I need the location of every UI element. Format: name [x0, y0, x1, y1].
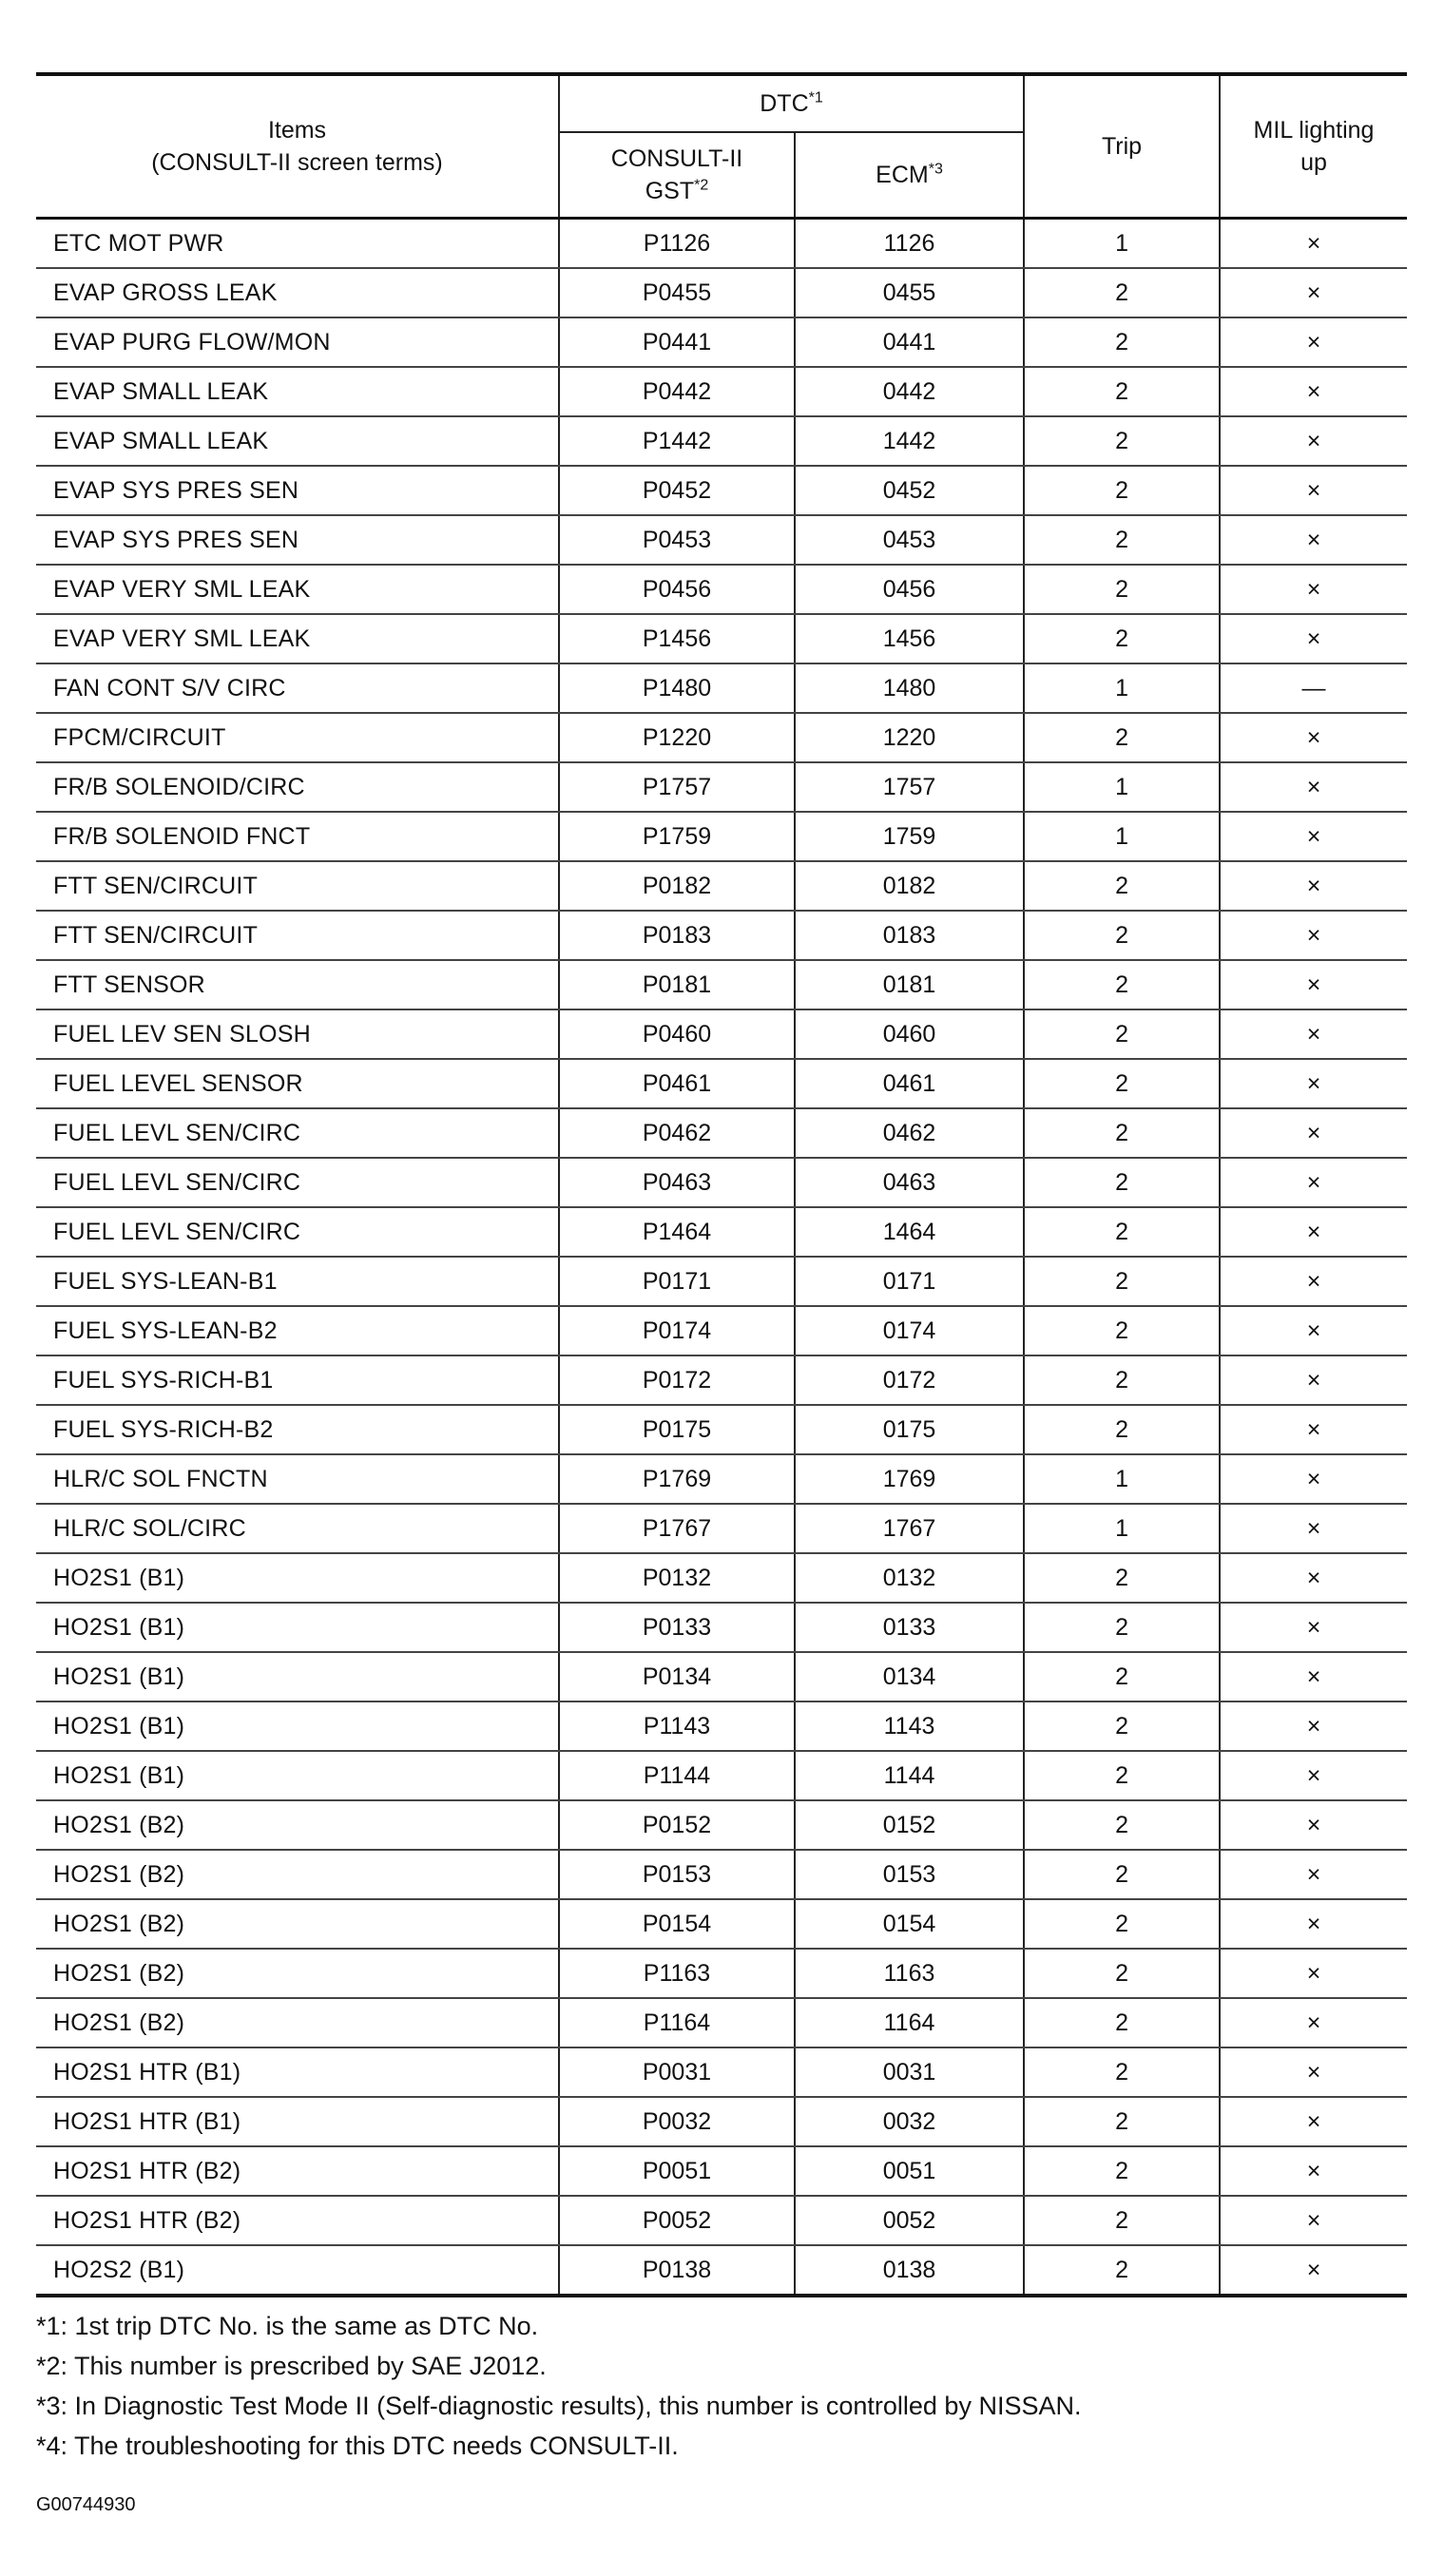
cell-mil: × [1220, 1207, 1407, 1257]
table-row [36, 1800, 1407, 1850]
cell-trip: 1 [1024, 762, 1220, 812]
table-row [36, 812, 1407, 861]
cell-consult: P0456 [559, 565, 795, 614]
cell-mil: — [1220, 663, 1407, 713]
table-row [36, 515, 1407, 565]
cell-trip: 2 [1024, 713, 1220, 762]
cell-trip: 2 [1024, 1603, 1220, 1652]
cell-ecm: 0133 [795, 1603, 1024, 1652]
cell-consult: P0460 [559, 1009, 795, 1059]
cell-ecm: 0461 [795, 1059, 1024, 1108]
footnote-1: *1: 1st trip DTC No. is the same as DTC No. [36, 2312, 539, 2340]
cell-consult: P0172 [559, 1355, 795, 1405]
table-row [36, 1504, 1407, 1553]
table-row [36, 1059, 1407, 1108]
cell-item: EVAP SMALL LEAK [36, 367, 559, 416]
cell-consult: P0175 [559, 1405, 795, 1454]
table-row [36, 466, 1407, 515]
header-consult-line2 [560, 175, 794, 207]
cell-trip: 2 [1024, 1998, 1220, 2047]
cell-consult: P1769 [559, 1454, 795, 1504]
cell-ecm: 0172 [795, 1355, 1024, 1405]
cell-item: FUEL LEVL SEN/CIRC [36, 1158, 559, 1207]
table-row [36, 1899, 1407, 1949]
cell-trip: 2 [1024, 2146, 1220, 2196]
table-row [36, 367, 1407, 416]
cell-item: FUEL LEV SEN SLOSH [36, 1009, 559, 1059]
cell-ecm: 0174 [795, 1306, 1024, 1355]
cell-consult: P0442 [559, 367, 795, 416]
cell-consult: P0452 [559, 466, 795, 515]
cell-item: FAN CONT S/V CIRC [36, 663, 559, 713]
cell-item: FUEL SYS-RICH-B2 [36, 1405, 559, 1454]
cell-trip: 2 [1024, 1701, 1220, 1751]
cell-ecm: 0183 [795, 911, 1024, 960]
cell-trip: 2 [1024, 515, 1220, 565]
cell-ecm: 0463 [795, 1158, 1024, 1207]
cell-ecm: 0171 [795, 1257, 1024, 1306]
cell-trip: 1 [1024, 1454, 1220, 1504]
cell-item: HO2S1 HTR (B2) [36, 2196, 559, 2245]
cell-ecm: 0153 [795, 1850, 1024, 1899]
cell-mil: × [1220, 317, 1407, 367]
cell-item: HLR/C SOL FNCTN [36, 1454, 559, 1504]
table-row [36, 1355, 1407, 1405]
cell-consult: P1164 [559, 1998, 795, 2047]
cell-item: ETC MOT PWR [36, 219, 559, 269]
cell-consult: P0132 [559, 1553, 795, 1603]
cell-ecm: 0441 [795, 317, 1024, 367]
cell-mil: × [1220, 219, 1407, 269]
dtc-table [36, 72, 1407, 2297]
table-row [36, 960, 1407, 1009]
cell-consult: P0462 [559, 1108, 795, 1158]
cell-trip: 2 [1024, 1207, 1220, 1257]
cell-consult: P0455 [559, 268, 795, 317]
header-ecm [795, 132, 1024, 219]
cell-ecm: 0032 [795, 2097, 1024, 2146]
cell-item: HO2S1 (B2) [36, 1850, 559, 1899]
cell-mil: × [1220, 2196, 1407, 2245]
cell-item: EVAP SMALL LEAK [36, 416, 559, 466]
cell-item: HO2S1 (B2) [36, 1899, 559, 1949]
cell-trip: 2 [1024, 1850, 1220, 1899]
cell-mil: × [1220, 1850, 1407, 1899]
cell-consult: P0032 [559, 2097, 795, 2146]
cell-ecm: 0181 [795, 960, 1024, 1009]
cell-trip: 2 [1024, 960, 1220, 1009]
cell-mil: × [1220, 2047, 1407, 2097]
cell-mil: × [1220, 1652, 1407, 1701]
cell-item: HO2S1 (B1) [36, 1652, 559, 1701]
cell-mil: × [1220, 1355, 1407, 1405]
cell-item: HO2S2 (B1) [36, 2245, 559, 2296]
cell-trip: 2 [1024, 1949, 1220, 1998]
cell-item: HO2S1 (B2) [36, 1949, 559, 1998]
table-row [36, 268, 1407, 317]
table-row [36, 1306, 1407, 1355]
cell-ecm: 1769 [795, 1454, 1024, 1504]
table-row [36, 911, 1407, 960]
cell-mil: × [1220, 1257, 1407, 1306]
cell-consult: P1767 [559, 1504, 795, 1553]
cell-consult: P1464 [559, 1207, 795, 1257]
table-row [36, 1998, 1407, 2047]
footnote-2: *2: This number is prescribed by SAE J2012. [36, 2352, 547, 2380]
cell-trip: 1 [1024, 1504, 1220, 1553]
cell-consult: P1442 [559, 416, 795, 466]
cell-ecm: 0175 [795, 1405, 1024, 1454]
table-row [36, 1158, 1407, 1207]
footnote-4: *4: The troubleshooting for this DTC needs CONSULT-II. [36, 2432, 679, 2460]
header-ecm-label: ECM [876, 162, 929, 188]
cell-trip: 2 [1024, 614, 1220, 663]
table-row [36, 762, 1407, 812]
cell-ecm: 0460 [795, 1009, 1024, 1059]
cell-mil: × [1220, 911, 1407, 960]
cell-item: HO2S1 HTR (B2) [36, 2146, 559, 2196]
cell-consult: P1456 [559, 614, 795, 663]
cell-consult: P0461 [559, 1059, 795, 1108]
cell-ecm: 1757 [795, 762, 1024, 812]
header-dtc-label: DTC [760, 90, 809, 117]
cell-consult: P0171 [559, 1257, 795, 1306]
table-row [36, 2245, 1407, 2296]
header-dtc-sup: *1 [808, 89, 823, 106]
cell-trip: 2 [1024, 1899, 1220, 1949]
cell-ecm: 0442 [795, 367, 1024, 416]
cell-consult: P1757 [559, 762, 795, 812]
cell-mil: × [1220, 960, 1407, 1009]
table-row [36, 1652, 1407, 1701]
table-row [36, 219, 1407, 269]
cell-item: HO2S1 (B2) [36, 1998, 559, 2047]
table-row [36, 713, 1407, 762]
cell-trip: 1 [1024, 219, 1220, 269]
cell-consult: P0181 [559, 960, 795, 1009]
cell-item: HLR/C SOL/CIRC [36, 1504, 559, 1553]
cell-trip: 2 [1024, 466, 1220, 515]
cell-ecm: 1464 [795, 1207, 1024, 1257]
cell-trip: 2 [1024, 2047, 1220, 2097]
cell-item: HO2S1 (B1) [36, 1603, 559, 1652]
cell-ecm: 0455 [795, 268, 1024, 317]
cell-ecm: 0132 [795, 1553, 1024, 1603]
cell-ecm: 0051 [795, 2146, 1024, 2196]
cell-trip: 2 [1024, 1158, 1220, 1207]
cell-trip: 2 [1024, 2245, 1220, 2296]
table-row [36, 416, 1407, 466]
cell-item: FUEL LEVL SEN/CIRC [36, 1108, 559, 1158]
table-header [36, 74, 1407, 219]
cell-mil: × [1220, 1751, 1407, 1800]
cell-mil: × [1220, 1800, 1407, 1850]
cell-item: FPCM/CIRCUIT [36, 713, 559, 762]
figure-code: G00744930 [36, 2494, 136, 2515]
header-consult-sup: *2 [694, 177, 709, 194]
cell-consult: P0154 [559, 1899, 795, 1949]
table-row [36, 1701, 1407, 1751]
header-items-line1: Items [267, 117, 327, 144]
header-items-line2: (CONSULT-II screen terms) [151, 149, 443, 176]
header-dtc [559, 74, 1024, 132]
cell-mil: × [1220, 762, 1407, 812]
cell-consult: P0174 [559, 1306, 795, 1355]
cell-consult: P1126 [559, 219, 795, 269]
cell-item: FTT SENSOR [36, 960, 559, 1009]
cell-item: EVAP SYS PRES SEN [36, 466, 559, 515]
table-row [36, 663, 1407, 713]
cell-item: FTT SEN/CIRCUIT [36, 861, 559, 911]
table-row [36, 861, 1407, 911]
cell-trip: 2 [1024, 1009, 1220, 1059]
cell-ecm: 0182 [795, 861, 1024, 911]
header-consult [559, 132, 795, 219]
table-row [36, 2196, 1407, 2245]
cell-mil: × [1220, 2245, 1407, 2296]
cell-mil: × [1220, 1553, 1407, 1603]
cell-mil: × [1220, 565, 1407, 614]
header-mil-line2: up [1300, 149, 1327, 176]
cell-consult: P0138 [559, 2245, 795, 2296]
cell-trip: 1 [1024, 812, 1220, 861]
cell-trip: 2 [1024, 1800, 1220, 1850]
cell-ecm: 0456 [795, 565, 1024, 614]
cell-item: EVAP SYS PRES SEN [36, 515, 559, 565]
cell-trip: 2 [1024, 367, 1220, 416]
cell-trip: 2 [1024, 1306, 1220, 1355]
table-row [36, 614, 1407, 663]
cell-item: HO2S1 HTR (B1) [36, 2097, 559, 2146]
cell-consult: P0052 [559, 2196, 795, 2245]
cell-ecm: 1143 [795, 1701, 1024, 1751]
table-row [36, 1949, 1407, 1998]
cell-item: EVAP VERY SML LEAK [36, 614, 559, 663]
cell-trip: 2 [1024, 1355, 1220, 1405]
cell-mil: × [1220, 1504, 1407, 1553]
cell-trip: 2 [1024, 861, 1220, 911]
cell-consult: P0453 [559, 515, 795, 565]
cell-trip: 2 [1024, 565, 1220, 614]
cell-item: HO2S1 (B1) [36, 1701, 559, 1751]
table-row [36, 1553, 1407, 1603]
table-row [36, 2097, 1407, 2146]
cell-item: HO2S1 (B1) [36, 1751, 559, 1800]
cell-consult: P1163 [559, 1949, 795, 1998]
cell-consult: P0031 [559, 2047, 795, 2097]
cell-ecm: 1164 [795, 1998, 1024, 2047]
cell-consult: P0153 [559, 1850, 795, 1899]
table-row [36, 1454, 1407, 1504]
cell-item: FUEL SYS-LEAN-B2 [36, 1306, 559, 1355]
cell-ecm: 1759 [795, 812, 1024, 861]
cell-item: FUEL SYS-RICH-B1 [36, 1355, 559, 1405]
cell-mil: × [1220, 1701, 1407, 1751]
cell-ecm: 0134 [795, 1652, 1024, 1701]
cell-mil: × [1220, 1158, 1407, 1207]
table-row [36, 317, 1407, 367]
cell-trip: 2 [1024, 317, 1220, 367]
cell-mil: × [1220, 268, 1407, 317]
cell-ecm: 1126 [795, 219, 1024, 269]
cell-mil: × [1220, 1603, 1407, 1652]
cell-consult: P1143 [559, 1701, 795, 1751]
header-trip: Trip [1024, 74, 1220, 219]
cell-trip: 2 [1024, 1553, 1220, 1603]
cell-item: FUEL LEVL SEN/CIRC [36, 1207, 559, 1257]
cell-trip: 2 [1024, 2097, 1220, 2146]
header-consult-line1: CONSULT-II [610, 145, 743, 172]
cell-mil: × [1220, 1059, 1407, 1108]
cell-item: EVAP GROSS LEAK [36, 268, 559, 317]
cell-trip: 2 [1024, 1751, 1220, 1800]
cell-mil: × [1220, 416, 1407, 466]
cell-ecm: 1480 [795, 663, 1024, 713]
cell-ecm: 0462 [795, 1108, 1024, 1158]
cell-mil: × [1220, 367, 1407, 416]
cell-trip: 2 [1024, 1405, 1220, 1454]
cell-consult: P1759 [559, 812, 795, 861]
cell-consult: P0183 [559, 911, 795, 960]
cell-item: FTT SEN/CIRCUIT [36, 911, 559, 960]
header-consult-gst: GST [645, 178, 695, 204]
header-mil [1220, 74, 1407, 219]
cell-mil: × [1220, 1009, 1407, 1059]
table-row [36, 1257, 1407, 1306]
cell-ecm: 0138 [795, 2245, 1024, 2296]
cell-trip: 2 [1024, 2196, 1220, 2245]
cell-trip: 2 [1024, 268, 1220, 317]
cell-consult: P1480 [559, 663, 795, 713]
cell-ecm: 0031 [795, 2047, 1024, 2097]
cell-mil: × [1220, 515, 1407, 565]
cell-consult: P1220 [559, 713, 795, 762]
cell-trip: 2 [1024, 1257, 1220, 1306]
table-row [36, 565, 1407, 614]
cell-ecm: 0154 [795, 1899, 1024, 1949]
cell-consult: P0182 [559, 861, 795, 911]
cell-mil: × [1220, 812, 1407, 861]
cell-consult: P0134 [559, 1652, 795, 1701]
cell-consult: P0051 [559, 2146, 795, 2196]
table-row [36, 2047, 1407, 2097]
cell-trip: 2 [1024, 1108, 1220, 1158]
cell-item: HO2S1 (B1) [36, 1553, 559, 1603]
cell-ecm: 1767 [795, 1504, 1024, 1553]
cell-mil: × [1220, 1306, 1407, 1355]
cell-item: FUEL LEVEL SENSOR [36, 1059, 559, 1108]
table-body [36, 219, 1407, 2297]
cell-mil: × [1220, 2146, 1407, 2196]
cell-item: HO2S1 (B2) [36, 1800, 559, 1850]
cell-mil: × [1220, 861, 1407, 911]
cell-consult: P0463 [559, 1158, 795, 1207]
table-row [36, 1405, 1407, 1454]
cell-mil: × [1220, 1998, 1407, 2047]
table-row [36, 2146, 1407, 2196]
table-row [36, 1207, 1407, 1257]
table-row [36, 1850, 1407, 1899]
table-row [36, 1751, 1407, 1800]
footnote-3: *3: In Diagnostic Test Mode II (Self-diagnostic results), this number is controlled by NISSAN. [36, 2392, 1082, 2420]
header-items [36, 74, 559, 219]
cell-ecm: 0453 [795, 515, 1024, 565]
cell-mil: × [1220, 2097, 1407, 2146]
cell-trip: 2 [1024, 1652, 1220, 1701]
cell-ecm: 1163 [795, 1949, 1024, 1998]
cell-item: FR/B SOLENOID/CIRC [36, 762, 559, 812]
cell-ecm: 0452 [795, 466, 1024, 515]
cell-ecm: 1220 [795, 713, 1024, 762]
cell-ecm: 1144 [795, 1751, 1024, 1800]
cell-consult: P1144 [559, 1751, 795, 1800]
table-row [36, 1009, 1407, 1059]
cell-item: EVAP VERY SML LEAK [36, 565, 559, 614]
cell-consult: P0133 [559, 1603, 795, 1652]
cell-trip: 2 [1024, 1059, 1220, 1108]
cell-trip: 2 [1024, 911, 1220, 960]
cell-ecm: 0152 [795, 1800, 1024, 1850]
cell-item: FR/B SOLENOID FNCT [36, 812, 559, 861]
cell-mil: × [1220, 466, 1407, 515]
cell-item: FUEL SYS-LEAN-B1 [36, 1257, 559, 1306]
table-row [36, 1108, 1407, 1158]
cell-trip: 2 [1024, 416, 1220, 466]
cell-mil: × [1220, 614, 1407, 663]
cell-mil: × [1220, 713, 1407, 762]
cell-mil: × [1220, 1454, 1407, 1504]
cell-trip: 1 [1024, 663, 1220, 713]
header-ecm-sup: *3 [928, 161, 943, 178]
cell-item: EVAP PURG FLOW/MON [36, 317, 559, 367]
cell-mil: × [1220, 1405, 1407, 1454]
header-mil-line1: MIL lighting [1253, 117, 1375, 144]
cell-ecm: 0052 [795, 2196, 1024, 2245]
cell-consult: P0441 [559, 317, 795, 367]
cell-ecm: 1442 [795, 416, 1024, 466]
cell-mil: × [1220, 1108, 1407, 1158]
cell-mil: × [1220, 1949, 1407, 1998]
cell-mil: × [1220, 1899, 1407, 1949]
table-row [36, 1603, 1407, 1652]
cell-consult: P0152 [559, 1800, 795, 1850]
cell-ecm: 1456 [795, 614, 1024, 663]
cell-item: HO2S1 HTR (B1) [36, 2047, 559, 2097]
